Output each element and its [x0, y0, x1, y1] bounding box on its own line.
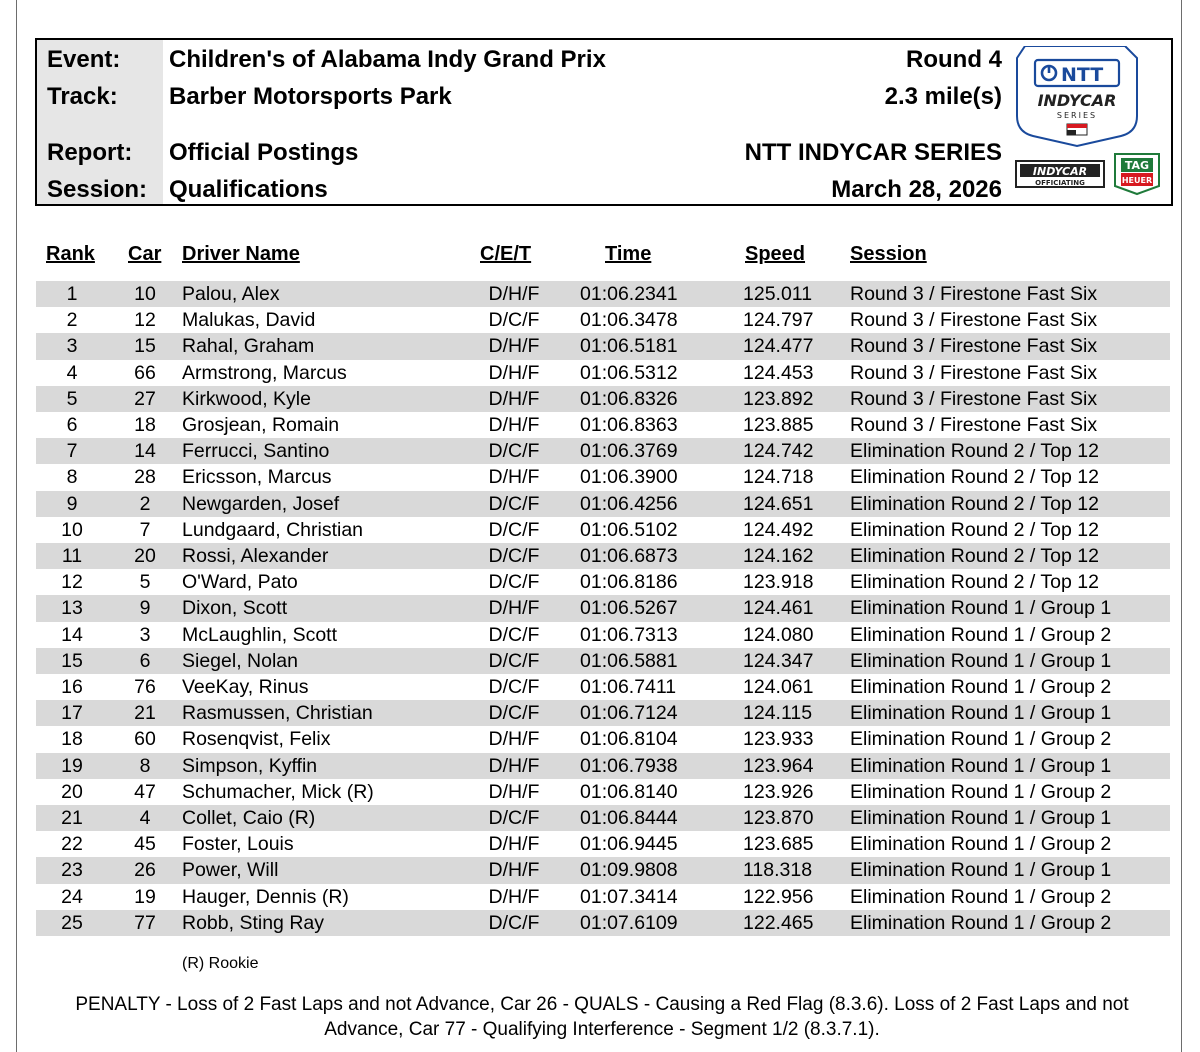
cell-driver: Grosjean, Romain: [182, 414, 340, 436]
cell-time: 01:06.8363: [580, 414, 678, 436]
cell-session: Round 3 / Firestone Fast Six: [850, 414, 1098, 436]
table-row: [36, 464, 1170, 490]
cell-time: 01:06.6873: [580, 545, 678, 567]
cell-session: Elimination Round 2 / Top 12: [850, 545, 1099, 567]
cell-speed: 125.011: [743, 283, 813, 305]
cell-driver: Siegel, Nolan: [182, 649, 298, 672]
cell-driver: Ericsson, Marcus: [182, 466, 332, 489]
cell-rank: 14: [61, 623, 83, 646]
cell-time: 01:06.4256: [580, 492, 678, 515]
cell-session: Elimination Round 1 / Group 1: [850, 859, 1112, 882]
cell-session: Elimination Round 2 / Top 12: [850, 492, 1099, 515]
cell-speed: 124.453: [743, 361, 814, 384]
cell-speed: 123.870: [743, 807, 814, 829]
table-row: [36, 700, 1170, 726]
cell-car: 5: [139, 571, 151, 594]
svg-text:HEUER: HEUER: [1121, 176, 1153, 185]
cell-cet: D/C/F: [488, 911, 540, 934]
indycar-officiating-logo: [1015, 158, 1107, 190]
cell-speed: 123.885: [743, 414, 814, 436]
cell-time: 01:07.3414: [580, 885, 678, 908]
cell-rank: 23: [61, 859, 83, 882]
cell-car: 12: [134, 309, 156, 332]
track-name: Barber Motorsports Park: [169, 83, 452, 110]
cell-cet: D/H/F: [488, 833, 540, 856]
cell-driver: Rossi, Alexander: [182, 545, 329, 567]
cell-car: 4: [139, 807, 151, 829]
cell-driver: Palou, Alex: [182, 283, 280, 305]
table-row: [36, 805, 1170, 831]
cell-cet: D/H/F: [488, 780, 540, 803]
cell-car: 9: [139, 597, 151, 620]
cell-speed: 124.162: [743, 545, 814, 567]
cell-cet: D/H/F: [488, 859, 540, 882]
cell-session: Elimination Round 2 / Top 12: [850, 440, 1099, 463]
cell-time: 01:06.5102: [580, 518, 678, 541]
table-row: [36, 779, 1170, 805]
cell-speed: 124.492: [743, 518, 814, 541]
cell-session: Elimination Round 1 / Group 2: [850, 623, 1112, 646]
cell-time: 01:06.5881: [580, 649, 678, 672]
cell-driver: Lundgaard, Christian: [182, 518, 364, 541]
cell-speed: 122.465: [743, 911, 814, 934]
table-row: [36, 857, 1170, 883]
cell-rank: 15: [61, 649, 83, 672]
cell-driver: Robb, Sting Ray: [182, 911, 324, 934]
table-row: [36, 648, 1170, 674]
rookie-note: (R) Rookie: [182, 955, 259, 972]
cell-session: Elimination Round 1 / Group 1: [850, 754, 1112, 777]
cell-time: 01:06.7411: [580, 676, 677, 698]
cell-driver: Rahal, Graham: [182, 335, 315, 358]
cell-session: Elimination Round 2 / Top 12: [850, 571, 1099, 594]
cell-cet: D/H/F: [488, 466, 540, 489]
cell-speed: 118.318: [743, 859, 813, 882]
cell-rank: 22: [61, 833, 83, 856]
cell-session: Round 3 / Firestone Fast Six: [850, 361, 1098, 384]
cell-car: 19: [134, 885, 156, 908]
col-header-car: Car: [128, 243, 162, 265]
cell-cet: D/C/F: [488, 702, 540, 725]
cell-rank: 8: [66, 466, 78, 489]
cell-cet: D/C/F: [488, 676, 540, 698]
cell-cet: D/H/F: [488, 335, 540, 358]
cell-time: 01:07.6109: [580, 911, 678, 934]
table-row: [36, 333, 1170, 359]
table-row: [36, 386, 1170, 412]
table-row: [36, 412, 1170, 438]
cell-car: 21: [134, 702, 156, 725]
cell-time: 01:06.8186: [580, 571, 678, 594]
cell-time: 01:06.7124: [580, 702, 678, 725]
cell-cet: D/H/F: [488, 283, 540, 305]
session-label: Session:: [47, 176, 148, 203]
cell-rank: 13: [61, 597, 83, 620]
cell-time: 01:06.7313: [580, 623, 678, 646]
cell-session: Elimination Round 1 / Group 2: [850, 885, 1112, 908]
report-type: Official Postings: [169, 139, 359, 166]
table-row: [36, 569, 1170, 595]
cell-session: Elimination Round 1 / Group 1: [850, 702, 1112, 725]
cell-time: 01:06.8326: [580, 387, 678, 410]
session-name: Qualifications: [169, 176, 328, 203]
cell-driver: Collet, Caio (R): [182, 807, 316, 829]
cell-driver: Armstrong, Marcus: [182, 361, 347, 384]
cell-driver: Foster, Louis: [182, 833, 294, 856]
svg-text:NTT: NTT: [1061, 64, 1104, 86]
cell-cet: D/C/F: [488, 440, 540, 463]
cell-session: Elimination Round 1 / Group 2: [850, 676, 1112, 698]
cell-time: 01:06.8104: [580, 728, 678, 751]
cell-time: 01:06.3900: [580, 466, 678, 489]
cell-time: 01:06.5267: [580, 597, 678, 620]
cell-car: 3: [139, 623, 151, 646]
cell-car: 45: [134, 833, 156, 856]
table-row: [36, 517, 1170, 543]
cell-driver: Malukas, David: [182, 309, 316, 332]
cell-time: 01:06.8444: [580, 807, 678, 829]
cell-rank: 1: [66, 283, 78, 305]
svg-text:INDYCAR: INDYCAR: [1037, 91, 1117, 110]
table-row: [36, 831, 1170, 857]
col-header-driver: Driver Name: [182, 243, 300, 265]
cell-session: Round 3 / Firestone Fast Six: [850, 387, 1098, 410]
col-header-speed: Speed: [745, 243, 806, 265]
cell-driver: Dixon, Scott: [182, 597, 288, 620]
cell-rank: 12: [61, 571, 83, 594]
cell-session: Elimination Round 1 / Group 1: [850, 597, 1112, 620]
cell-car: 18: [134, 414, 156, 436]
col-header-session: Session: [850, 243, 927, 265]
cell-speed: 124.347: [743, 649, 814, 672]
cell-cet: D/H/F: [488, 361, 540, 384]
cell-rank: 7: [66, 440, 78, 463]
cell-driver: Ferrucci, Santino: [182, 440, 330, 463]
table-row: [36, 307, 1170, 333]
cell-car: 2: [139, 492, 151, 515]
cell-session: Elimination Round 1 / Group 2: [850, 728, 1112, 751]
cell-cet: D/C/F: [488, 309, 540, 332]
cell-cet: D/C/F: [488, 649, 540, 672]
cell-session: Elimination Round 1 / Group 2: [850, 780, 1112, 803]
cell-car: 14: [134, 440, 156, 463]
cell-session: Round 3 / Firestone Fast Six: [850, 335, 1098, 358]
cell-driver: VeeKay, Rinus: [182, 676, 309, 698]
cell-car: 6: [139, 649, 151, 672]
cell-driver: McLaughlin, Scott: [182, 623, 338, 646]
penalty-note: PENALTY - Loss of 2 Fast Laps and not Advance, Car 26 - QUALS - Causing a Red Flag (8.3.6). Loss of 2 Fast Laps and not Advance, Car 77 - Qualifying Interference - Segment 1/2 (8.3.7.1).: [75, 994, 1129, 1040]
cell-rank: 3: [66, 335, 78, 358]
cell-cet: D/C/F: [488, 807, 540, 829]
cell-speed: 124.061: [743, 676, 814, 698]
cell-driver: Simpson, Kyffin: [182, 754, 318, 777]
cell-time: 01:06.3769: [580, 440, 678, 463]
cell-rank: 24: [61, 885, 83, 908]
cell-cet: D/H/F: [488, 754, 540, 777]
cell-time: 01:06.8140: [580, 780, 678, 803]
cell-rank: 5: [66, 387, 78, 410]
cell-cet: D/H/F: [488, 597, 540, 620]
svg-text:SERIES: SERIES: [1056, 111, 1098, 120]
cell-driver: Kirkwood, Kyle: [182, 387, 311, 410]
session-date: March 28, 2026: [831, 176, 1002, 203]
cell-car: 10: [134, 283, 156, 305]
cell-rank: 10: [61, 518, 83, 541]
tag-heuer-logo: [1111, 152, 1163, 196]
cell-car: 28: [134, 466, 156, 489]
table-row: [36, 910, 1170, 936]
cell-rank: 4: [66, 361, 78, 384]
cell-rank: 16: [61, 676, 83, 698]
cell-rank: 2: [66, 309, 78, 332]
cell-time: 01:06.5181: [580, 335, 678, 358]
cell-time: 01:06.3478: [580, 309, 678, 332]
cell-rank: 6: [66, 414, 78, 436]
cell-rank: 21: [61, 807, 83, 829]
table-row: [36, 360, 1170, 386]
cell-speed: 123.933: [743, 728, 814, 751]
cell-cet: D/C/F: [488, 545, 540, 567]
cell-speed: 122.956: [743, 885, 814, 908]
cell-car: 8: [139, 754, 151, 777]
cell-speed: 124.080: [743, 623, 814, 646]
cell-driver: Schumacher, Mick (R): [182, 780, 374, 803]
cell-driver: O'Ward, Pato: [182, 571, 298, 594]
cell-rank: 17: [61, 702, 83, 725]
cell-car: 27: [134, 387, 156, 410]
cell-speed: 123.685: [743, 833, 814, 856]
cell-rank: 19: [61, 754, 83, 777]
cell-time: 01:06.2341: [580, 283, 678, 305]
cell-car: 15: [134, 335, 156, 358]
cell-session: Elimination Round 1 / Group 2: [850, 833, 1112, 856]
cell-cet: D/H/F: [488, 885, 540, 908]
cell-speed: 124.115: [743, 702, 813, 725]
svg-text:TAG: TAG: [1124, 159, 1150, 172]
cell-session: Round 3 / Firestone Fast Six: [850, 309, 1098, 332]
cell-car: 26: [134, 859, 156, 882]
col-header-cet: C/E/T: [480, 243, 532, 265]
cell-speed: 123.918: [743, 571, 814, 594]
cell-cet: D/C/F: [488, 623, 540, 646]
table-row: [36, 726, 1170, 752]
cell-rank: 9: [66, 492, 78, 515]
event-name: Children's of Alabama Indy Grand Prix: [169, 46, 606, 73]
cell-session: Elimination Round 1 / Group 1: [850, 807, 1112, 829]
cell-cet: D/C/F: [488, 492, 540, 515]
cell-car: 47: [134, 780, 156, 803]
cell-speed: 124.651: [743, 492, 814, 515]
cell-session: Elimination Round 2 / Top 12: [850, 518, 1099, 541]
cell-time: 01:06.9445: [580, 833, 678, 856]
cell-rank: 20: [61, 780, 83, 803]
table-row: [36, 884, 1170, 910]
cell-session: Elimination Round 1 / Group 2: [850, 911, 1112, 934]
cell-cet: D/H/F: [488, 387, 540, 410]
cell-time: 01:06.5312: [580, 361, 678, 384]
cell-driver: Rasmussen, Christian: [182, 702, 373, 725]
cell-car: 77: [134, 911, 156, 934]
track-label: Track:: [47, 83, 118, 110]
report-header: [35, 38, 1173, 206]
cell-car: 7: [139, 518, 151, 541]
cell-driver: Newgarden, Josef: [182, 492, 340, 515]
cell-car: 20: [134, 545, 156, 567]
col-header-time: Time: [605, 243, 652, 265]
cell-driver: Rosenqvist, Felix: [182, 728, 331, 751]
table-row: [36, 753, 1170, 779]
report-label: Report:: [47, 139, 133, 166]
cell-session: Elimination Round 2 / Top 12: [850, 466, 1099, 489]
cell-car: 76: [134, 676, 156, 698]
event-label: Event:: [47, 46, 121, 73]
cell-session: Round 3 / Firestone Fast Six: [850, 283, 1098, 305]
table-row: [36, 543, 1170, 569]
track-length: 2.3 mile(s): [884, 83, 1002, 110]
cell-cet: D/C/F: [488, 571, 540, 594]
col-header-rank: Rank: [46, 243, 95, 265]
cell-car: 66: [134, 361, 156, 384]
svg-text:INDYCAR: INDYCAR: [1032, 165, 1088, 178]
cell-rank: 18: [61, 728, 83, 751]
series-name: NTT INDYCAR SERIES: [744, 139, 1002, 166]
table-row: [36, 281, 1170, 307]
table-row: [36, 595, 1170, 621]
round-number: Round 4: [906, 46, 1002, 73]
cell-session: Elimination Round 1 / Group 1: [850, 649, 1112, 672]
cell-time: 01:09.9808: [580, 859, 678, 882]
cell-rank: 11: [61, 545, 83, 567]
cell-speed: 124.461: [743, 597, 814, 620]
cell-speed: 123.964: [743, 754, 814, 777]
table-row: [36, 438, 1170, 464]
table-row: [36, 491, 1170, 517]
cell-speed: 123.892: [743, 387, 814, 410]
cell-cet: D/H/F: [488, 414, 540, 436]
cell-speed: 124.718: [743, 466, 814, 489]
table-row: [36, 674, 1170, 700]
cell-speed: 124.797: [743, 309, 814, 332]
cell-cet: D/H/F: [488, 728, 540, 751]
cell-speed: 124.742: [743, 440, 814, 463]
cell-car: 60: [134, 728, 156, 751]
cell-driver: Power, Will: [182, 859, 279, 882]
cell-speed: 124.477: [743, 335, 814, 358]
cell-rank: 25: [61, 911, 83, 934]
svg-text:OFFICIATING: OFFICIATING: [1035, 179, 1085, 187]
cell-cet: D/C/F: [488, 518, 540, 541]
cell-driver: Hauger, Dennis (R): [182, 885, 349, 908]
cell-speed: 123.926: [743, 780, 814, 803]
cell-time: 01:06.7938: [580, 754, 678, 777]
table-row: [36, 622, 1170, 648]
